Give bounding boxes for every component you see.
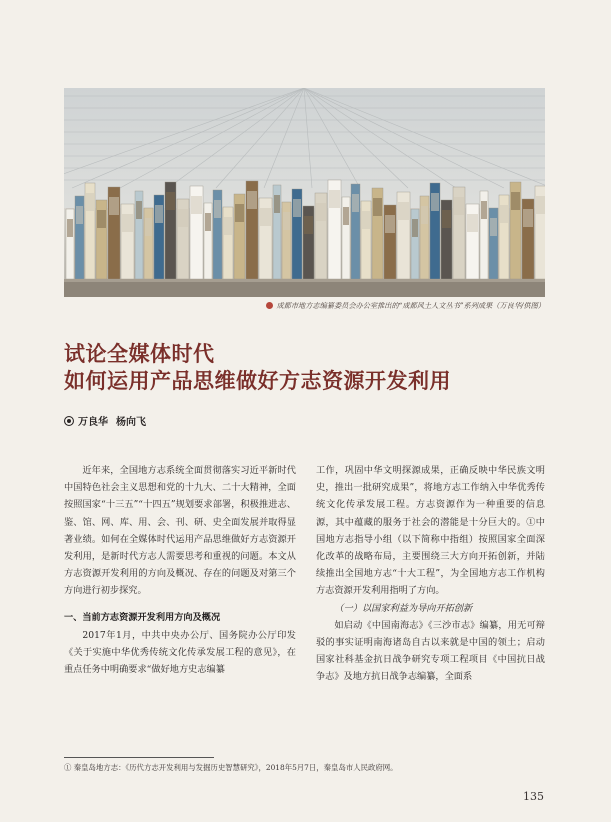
paragraph: 2017年1月，中共中央办公厅、国务院办公厅印发《关于实施中华优秀传统文化传承发展工程的意见》，在重点任务中明确要求“做好地方史志编纂 — [64, 629, 296, 676]
photo-caption — [64, 301, 545, 311]
paragraph: 工作，巩固中华文明探源成果，正确反映中华民族文明史，推出一批研究成果”，将地方志工作纳入中华优秀传统文化传承发展工程。方志资源作为一种重要的信息源，其中蕴藏的服务于社会的潜能是十分巨大的。①中国地方志指导小组（以下简称中指组）按照国家全面深化改革的战略布局，主要围绕三大方向开拓创新，并陆续推出全国地方志“十大工程”，为全国地方志工作机构方志资源开发利用指明了方向。 — [316, 465, 545, 597]
author-line — [64, 413, 146, 428]
bookshelf-photo — [64, 88, 545, 297]
caption-bullet-icon — [266, 302, 273, 309]
paragraph: 如启动《中国南海志》《三沙市志》编纂，用无可辩驳的事实证明南海诸岛自古以来就是中国的领土；启动国家社科基金抗日战争研究专项工程项目《中国抗日战争志》及地方抗日战争志编纂，全面系 — [316, 619, 545, 683]
section-heading: 一、当前方志资源开发利用方向及概况 — [64, 611, 221, 623]
author-1: 万良华 — [78, 417, 108, 428]
title-line-1: 试论全媒体时代 — [64, 342, 215, 366]
footnote: ① 秦皇岛地方志：《历代方志开发利用与发掘历史智慧研究》，2018年5月7日，秦皇岛市人民政府网。 — [64, 763, 398, 772]
article-title — [64, 341, 451, 395]
paragraph: 近年来，全国地方志系统全面贯彻落实习近平新时代中国特色社会主义思想和党的十九大、二十大精神，全面按照国家“十三五”“十四五”规划要求部署，积极推进志、鉴、馆、网、库、用、会、刊、研、史全面发展并取得显著业绩。如何在全媒体时代运用产品思维做好方志资源开发利用，是新时代方志人需要思考和重视的问题。本文从方志资源开发利用的方向及概况、存在的问题及对第三个方向进行初步探究。 — [64, 465, 296, 597]
subsection-heading: （一）以国家利益为导向开拓创新 — [334, 602, 473, 614]
author-2: 杨向飞 — [116, 417, 146, 428]
footnote-rule — [64, 757, 214, 758]
caption-text: 成都市地方志编纂委员会办公室推出的“成都风土人文丛书”系列成果（万良华/供图） — [276, 301, 545, 310]
body-column-left — [64, 462, 296, 678]
body-column-right — [316, 462, 545, 686]
author-bullet-icon — [64, 416, 74, 426]
title-line-2: 如何运用产品思维做好方志资源开发利用 — [64, 369, 451, 393]
page-number: 135 — [523, 790, 544, 803]
